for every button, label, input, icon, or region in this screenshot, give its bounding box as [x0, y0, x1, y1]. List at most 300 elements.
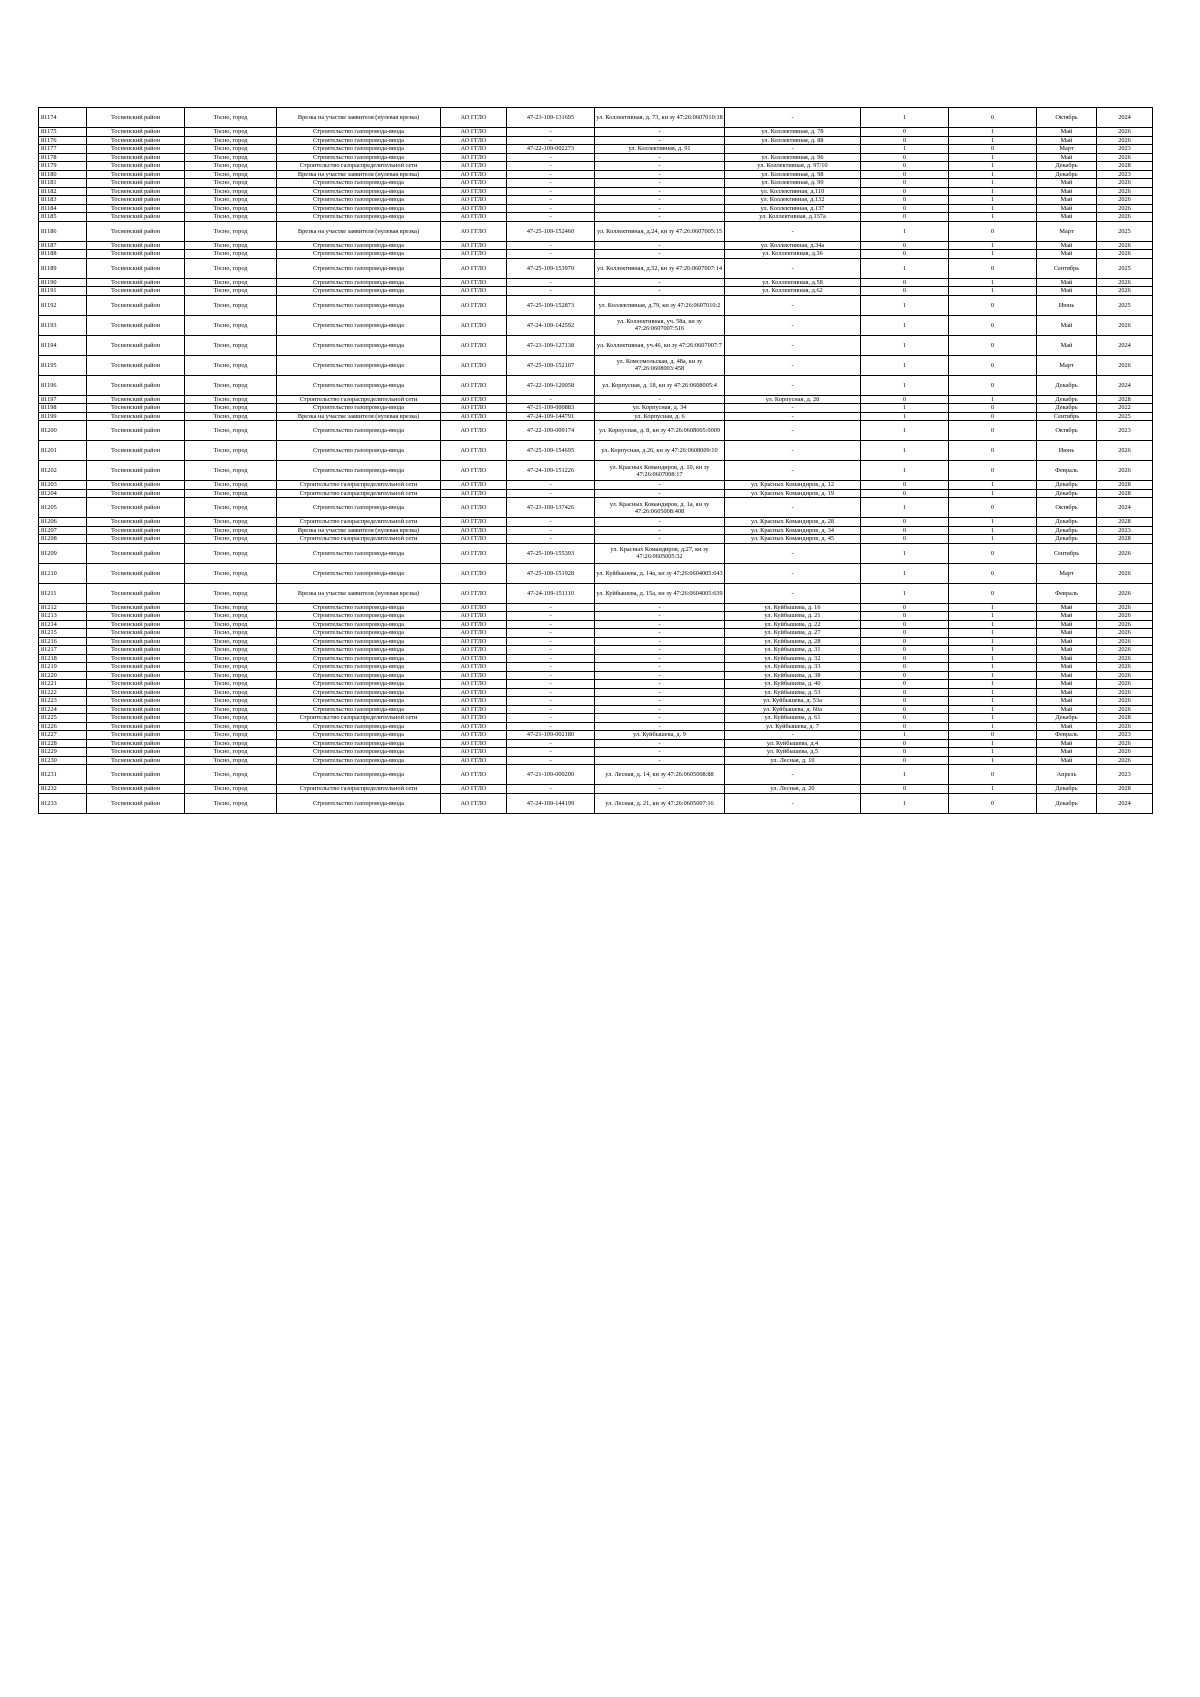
cell-work-type: Строительство газопровода-ввода: [277, 204, 441, 213]
cell-year: 2026: [1097, 748, 1153, 757]
cell-year: 2026: [1097, 756, 1153, 765]
cell-organization: АО ГГЛО: [441, 136, 507, 145]
cell-address-connected: -: [595, 136, 725, 145]
cell-count-connected: 0: [861, 756, 949, 765]
cell-month: Апрель: [1037, 765, 1097, 785]
cell-count-planned: 0: [949, 221, 1037, 241]
cell-id: 81215: [39, 629, 87, 638]
cell-application-number: -: [507, 671, 595, 680]
cell-address-connected: -: [595, 278, 725, 287]
cell-locality: Тосно, город: [185, 196, 277, 205]
cell-district: Тосненский район: [87, 421, 185, 441]
cell-district: Тосненский район: [87, 404, 185, 413]
cell-year: 2026: [1097, 441, 1153, 461]
table-row: [39, 335, 1153, 355]
cell-organization: АО ГГЛО: [441, 731, 507, 740]
cell-year: 2024: [1097, 793, 1153, 813]
cell-address-connected: ул. Красных Командиров, д. 1а, кн зу 47:26:0605008:408: [595, 498, 725, 518]
cell-work-type: Строительство газопровода-ввода: [277, 278, 441, 287]
cell-count-connected: 1: [861, 765, 949, 785]
cell-locality: Тосно, город: [185, 441, 277, 461]
cell-work-type: Строительство газопровода-ввода: [277, 498, 441, 518]
cell-count-connected: 0: [861, 629, 949, 638]
cell-application-number: -: [507, 756, 595, 765]
cell-address-planned: -: [725, 404, 861, 413]
cell-address-connected: ул. Корпусная, д. 8, кн зу 47:26:0608005:0009: [595, 421, 725, 441]
cell-district: Тосненский район: [87, 563, 185, 583]
cell-locality: Тосно, город: [185, 145, 277, 154]
cell-address-planned: ул. Куйбышева, д. 28: [725, 637, 861, 646]
cell-month: Май: [1037, 671, 1097, 680]
cell-id: 81221: [39, 680, 87, 689]
cell-work-type: Строительство газопровода-ввода: [277, 646, 441, 655]
cell-count-planned: 0: [949, 355, 1037, 375]
cell-address-planned: ул. Коллективная, д.137а: [725, 213, 861, 222]
table-row: [39, 620, 1153, 629]
cell-address-connected: ул. Куйбышева, д. 15а, кн зу 47:26:0604005:639: [595, 583, 725, 603]
cell-district: Тосненский район: [87, 756, 185, 765]
cell-address-planned: ул. Куйбышева, д. 60а: [725, 705, 861, 714]
cell-count-planned: 1: [949, 489, 1037, 498]
cell-month: Май: [1037, 654, 1097, 663]
cell-organization: АО ГГЛО: [441, 179, 507, 188]
cell-work-type: Строительство газораспределительной сети: [277, 481, 441, 490]
cell-organization: АО ГГЛО: [441, 535, 507, 544]
cell-address-connected: -: [595, 680, 725, 689]
cell-month: Октябрь: [1037, 421, 1097, 441]
table-row: [39, 404, 1153, 413]
cell-work-type: Строительство газопровода-ввода: [277, 335, 441, 355]
cell-year: 2028: [1097, 481, 1153, 490]
cell-district: Тосненский район: [87, 489, 185, 498]
cell-locality: Тосно, город: [185, 498, 277, 518]
cell-district: Тосненский район: [87, 620, 185, 629]
cell-id: 81205: [39, 498, 87, 518]
cell-id: 81214: [39, 620, 87, 629]
cell-month: Декабрь: [1037, 404, 1097, 413]
cell-address-planned: -: [725, 441, 861, 461]
cell-month: Май: [1037, 213, 1097, 222]
cell-work-type: Строительство газораспределительной сети: [277, 489, 441, 498]
cell-count-connected: 1: [861, 543, 949, 563]
table-row: [39, 375, 1153, 395]
cell-address-planned: ул. Красных Командиров, д. 34: [725, 526, 861, 535]
cell-address-connected: -: [595, 697, 725, 706]
register-rows: [39, 108, 1153, 814]
cell-organization: АО ГГЛО: [441, 518, 507, 527]
cell-locality: Тосно, город: [185, 375, 277, 395]
cell-address-planned: -: [725, 375, 861, 395]
cell-count-connected: 0: [861, 518, 949, 527]
cell-work-type: Строительство газопровода-ввода: [277, 680, 441, 689]
cell-work-type: Строительство газопровода-ввода: [277, 241, 441, 250]
cell-address-planned: ул. Куйбышева, д. 53а: [725, 697, 861, 706]
cell-application-number: -: [507, 170, 595, 179]
cell-work-type: Строительство газопровода-ввода: [277, 461, 441, 481]
cell-application-number: -: [507, 663, 595, 672]
cell-month: Февраль: [1037, 731, 1097, 740]
table-row: [39, 714, 1153, 723]
cell-count-connected: 0: [861, 722, 949, 731]
cell-application-number: 47-22-109-120058: [507, 375, 595, 395]
cell-address-planned: -: [725, 765, 861, 785]
cell-locality: Тосно, город: [185, 688, 277, 697]
cell-count-planned: 1: [949, 663, 1037, 672]
cell-year: 2026: [1097, 196, 1153, 205]
cell-count-connected: 1: [861, 583, 949, 603]
cell-locality: Тосно, город: [185, 204, 277, 213]
cell-district: Тосненский район: [87, 355, 185, 375]
cell-address-connected: -: [595, 489, 725, 498]
cell-address-connected: -: [595, 395, 725, 404]
cell-year: 2026: [1097, 355, 1153, 375]
cell-address-planned: ул. Красных Командиров, д. 45: [725, 535, 861, 544]
cell-year: 2024: [1097, 335, 1153, 355]
cell-work-type: Строительство газопровода-ввода: [277, 421, 441, 441]
cell-address-connected: ул. Куйбышева, д. 9: [595, 731, 725, 740]
cell-work-type: Строительство газопровода-ввода: [277, 688, 441, 697]
cell-count-connected: 1: [861, 563, 949, 583]
cell-count-connected: 1: [861, 315, 949, 335]
cell-count-connected: 1: [861, 221, 949, 241]
cell-work-type: Строительство газопровода-ввода: [277, 213, 441, 222]
cell-year: 2026: [1097, 461, 1153, 481]
cell-application-number: 47-23-109-137426: [507, 498, 595, 518]
cell-month: Июнь: [1037, 295, 1097, 315]
cell-district: Тосненский район: [87, 162, 185, 171]
cell-locality: Тосно, город: [185, 355, 277, 375]
cell-district: Тосненский район: [87, 705, 185, 714]
cell-address-planned: -: [725, 258, 861, 278]
cell-month: Декабрь: [1037, 481, 1097, 490]
cell-address-connected: ул. Лесная, д. 21, кн зу 47:26:0605007:16: [595, 793, 725, 813]
table-row: [39, 663, 1153, 672]
table-row: [39, 412, 1153, 421]
cell-address-connected: -: [595, 603, 725, 612]
table-row: [39, 278, 1153, 287]
cell-count-connected: 0: [861, 535, 949, 544]
cell-count-planned: 1: [949, 722, 1037, 731]
cell-district: Тосненский район: [87, 136, 185, 145]
cell-organization: АО ГГЛО: [441, 481, 507, 490]
cell-locality: Тосно, город: [185, 108, 277, 128]
cell-address-planned: ул. Куйбышева, д. 61: [725, 714, 861, 723]
cell-address-planned: ул. Коллективная, д.137: [725, 204, 861, 213]
cell-month: Май: [1037, 136, 1097, 145]
cell-work-type: Строительство газопровода-ввода: [277, 793, 441, 813]
cell-count-connected: 1: [861, 421, 949, 441]
cell-count-connected: 0: [861, 136, 949, 145]
cell-organization: АО ГГЛО: [441, 697, 507, 706]
table-row: [39, 187, 1153, 196]
table-row: [39, 680, 1153, 689]
cell-locality: Тосно, город: [185, 136, 277, 145]
cell-locality: Тосно, город: [185, 637, 277, 646]
cell-id: 81232: [39, 785, 87, 794]
cell-locality: Тосно, город: [185, 518, 277, 527]
cell-count-connected: 0: [861, 196, 949, 205]
cell-organization: АО ГГЛО: [441, 722, 507, 731]
cell-month: Май: [1037, 278, 1097, 287]
cell-organization: АО ГГЛО: [441, 335, 507, 355]
cell-organization: АО ГГЛО: [441, 603, 507, 612]
cell-work-type: Строительство газопровода-ввода: [277, 441, 441, 461]
cell-work-type: Строительство газопровода-ввода: [277, 697, 441, 706]
cell-id: 81226: [39, 722, 87, 731]
cell-address-planned: ул. Коллективная, д. 98: [725, 170, 861, 179]
cell-organization: АО ГГЛО: [441, 489, 507, 498]
cell-locality: Тосно, город: [185, 258, 277, 278]
cell-district: Тосненский район: [87, 714, 185, 723]
cell-month: Май: [1037, 646, 1097, 655]
cell-work-type: Строительство газопровода-ввода: [277, 145, 441, 154]
cell-work-type: Врезка на участке заявителя (нулевая врезка): [277, 108, 441, 128]
cell-year: 2026: [1097, 603, 1153, 612]
cell-application-number: -: [507, 526, 595, 535]
cell-year: 2026: [1097, 543, 1153, 563]
cell-address-planned: ул. Коллективная, д.132: [725, 196, 861, 205]
cell-application-number: 47-24-109-144791: [507, 412, 595, 421]
table-row: [39, 315, 1153, 335]
cell-district: Тосненский район: [87, 688, 185, 697]
table-row: [39, 441, 1153, 461]
cell-year: 2026: [1097, 278, 1153, 287]
cell-address-planned: ул. Красных Командиров, д. 28: [725, 518, 861, 527]
cell-month: Декабрь: [1037, 518, 1097, 527]
cell-organization: АО ГГЛО: [441, 498, 507, 518]
cell-year: 2026: [1097, 680, 1153, 689]
cell-locality: Тосно, город: [185, 295, 277, 315]
cell-organization: АО ГГЛО: [441, 714, 507, 723]
cell-address-planned: ул. Корпусная, д. 28: [725, 395, 861, 404]
cell-locality: Тосно, город: [185, 756, 277, 765]
cell-count-planned: 1: [949, 637, 1037, 646]
cell-count-connected: 1: [861, 335, 949, 355]
cell-address-planned: ул. Куйбышева, д.5: [725, 748, 861, 757]
cell-count-connected: 0: [861, 204, 949, 213]
cell-application-number: 47-21-109-000200: [507, 765, 595, 785]
cell-address-connected: ул. Красных Командиров, д.27, кн зу 47:26:0605005:32: [595, 543, 725, 563]
cell-work-type: Строительство газопровода-ввода: [277, 765, 441, 785]
cell-address-connected: ул. Коллективная, д.79, кн зу 47:26:0607010:2: [595, 295, 725, 315]
cell-year: 2025: [1097, 258, 1153, 278]
cell-month: Май: [1037, 680, 1097, 689]
cell-application-number: 47-25-109-152107: [507, 355, 595, 375]
cell-locality: Тосно, город: [185, 612, 277, 621]
cell-count-connected: 1: [861, 404, 949, 413]
cell-count-planned: 1: [949, 680, 1037, 689]
cell-locality: Тосно, город: [185, 793, 277, 813]
cell-address-connected: -: [595, 250, 725, 259]
cell-count-planned: 0: [949, 731, 1037, 740]
cell-year: 2026: [1097, 241, 1153, 250]
cell-month: Май: [1037, 663, 1097, 672]
cell-address-connected: -: [595, 187, 725, 196]
cell-year: 2026: [1097, 620, 1153, 629]
cell-locality: Тосно, город: [185, 526, 277, 535]
cell-id: 81200: [39, 421, 87, 441]
table-row: [39, 535, 1153, 544]
cell-locality: Тосно, город: [185, 250, 277, 259]
cell-month: Сентябрь: [1037, 412, 1097, 421]
cell-address-planned: -: [725, 315, 861, 335]
cell-year: 2026: [1097, 153, 1153, 162]
cell-year: 2028: [1097, 395, 1153, 404]
cell-application-number: -: [507, 241, 595, 250]
cell-count-connected: 0: [861, 637, 949, 646]
cell-organization: АО ГГЛО: [441, 563, 507, 583]
cell-id: 81199: [39, 412, 87, 421]
cell-locality: Тосно, город: [185, 278, 277, 287]
cell-month: Декабрь: [1037, 375, 1097, 395]
cell-count-planned: 1: [949, 395, 1037, 404]
cell-address-connected: ул. Коллективная, уч.46, кн зу 47:26:0607007:7: [595, 335, 725, 355]
cell-locality: Тосно, город: [185, 535, 277, 544]
cell-locality: Тосно, город: [185, 714, 277, 723]
cell-application-number: 47-22-109-002273: [507, 145, 595, 154]
cell-month: Декабрь: [1037, 785, 1097, 794]
cell-count-connected: 0: [861, 748, 949, 757]
cell-organization: АО ГГЛО: [441, 170, 507, 179]
cell-month: Май: [1037, 287, 1097, 296]
cell-count-planned: 1: [949, 162, 1037, 171]
table-row: [39, 688, 1153, 697]
table-row: [39, 705, 1153, 714]
cell-year: 2024: [1097, 498, 1153, 518]
cell-work-type: Строительство газопровода-ввода: [277, 748, 441, 757]
cell-year: 2028: [1097, 714, 1153, 723]
table-row: [39, 603, 1153, 612]
cell-id: 81198: [39, 404, 87, 413]
cell-address-planned: -: [725, 793, 861, 813]
cell-month: Декабрь: [1037, 162, 1097, 171]
cell-count-connected: 1: [861, 258, 949, 278]
cell-work-type: Строительство газопровода-ввода: [277, 355, 441, 375]
cell-count-connected: 1: [861, 145, 949, 154]
cell-district: Тосненский район: [87, 785, 185, 794]
table-row: [39, 481, 1153, 490]
cell-count-connected: 0: [861, 489, 949, 498]
table-row: [39, 563, 1153, 583]
cell-organization: АО ГГЛО: [441, 221, 507, 241]
table-row: [39, 756, 1153, 765]
cell-application-number: -: [507, 250, 595, 259]
cell-district: Тосненский район: [87, 170, 185, 179]
table-row: [39, 204, 1153, 213]
cell-district: Тосненский район: [87, 145, 185, 154]
cell-year: 2026: [1097, 563, 1153, 583]
table-row: [39, 128, 1153, 137]
cell-count-connected: 0: [861, 646, 949, 655]
cell-application-number: 47-24-109-142592: [507, 315, 595, 335]
cell-year: 2026: [1097, 629, 1153, 638]
cell-count-planned: 1: [949, 128, 1037, 137]
cell-count-connected: 1: [861, 498, 949, 518]
cell-address-planned: -: [725, 563, 861, 583]
cell-year: 2026: [1097, 654, 1153, 663]
cell-district: Тосненский район: [87, 518, 185, 527]
cell-count-planned: 1: [949, 697, 1037, 706]
cell-work-type: Строительство газопровода-ввода: [277, 654, 441, 663]
cell-district: Тосненский район: [87, 654, 185, 663]
cell-month: Декабрь: [1037, 793, 1097, 813]
cell-count-connected: 0: [861, 785, 949, 794]
cell-application-number: -: [507, 688, 595, 697]
cell-count-connected: 0: [861, 739, 949, 748]
cell-id: 81188: [39, 250, 87, 259]
cell-count-planned: 1: [949, 278, 1037, 287]
cell-id: 81178: [39, 153, 87, 162]
cell-application-number: 47-25-109-153970: [507, 258, 595, 278]
cell-count-planned: 1: [949, 170, 1037, 179]
cell-month: Май: [1037, 629, 1097, 638]
cell-address-connected: -: [595, 153, 725, 162]
cell-address-connected: ул. Корпусная, д.26, кн зу 47:26:0608009:10: [595, 441, 725, 461]
register-table: [38, 107, 1153, 814]
cell-work-type: Строительство газораспределительной сети: [277, 162, 441, 171]
cell-application-number: 47-23-109-127138: [507, 335, 595, 355]
cell-address-connected: ул. Куйбышева, д. 14а, кн зу 47:26:0604005:643: [595, 563, 725, 583]
cell-month: Сентябрь: [1037, 543, 1097, 563]
cell-locality: Тосно, город: [185, 213, 277, 222]
cell-id: 81230: [39, 756, 87, 765]
cell-application-number: -: [507, 204, 595, 213]
cell-district: Тосненский район: [87, 646, 185, 655]
cell-id: 81177: [39, 145, 87, 154]
cell-count-connected: 1: [861, 108, 949, 128]
cell-address-planned: ул. Куйбышева, д. 27: [725, 629, 861, 638]
table-row: [39, 241, 1153, 250]
cell-application-number: -: [507, 153, 595, 162]
cell-address-connected: -: [595, 518, 725, 527]
cell-month: Май: [1037, 697, 1097, 706]
cell-address-connected: -: [595, 785, 725, 794]
cell-count-planned: 0: [949, 583, 1037, 603]
cell-count-connected: 0: [861, 654, 949, 663]
cell-month: Июнь: [1037, 441, 1097, 461]
cell-organization: АО ГГЛО: [441, 646, 507, 655]
cell-count-planned: 0: [949, 145, 1037, 154]
cell-month: Май: [1037, 739, 1097, 748]
cell-address-planned: -: [725, 335, 861, 355]
cell-address-planned: ул. Куйбышева, д. 31: [725, 646, 861, 655]
cell-month: Май: [1037, 187, 1097, 196]
cell-locality: Тосно, город: [185, 481, 277, 490]
cell-count-connected: 0: [861, 287, 949, 296]
cell-month: Март: [1037, 221, 1097, 241]
cell-count-connected: 1: [861, 793, 949, 813]
cell-count-connected: 0: [861, 705, 949, 714]
cell-year: 2026: [1097, 128, 1153, 137]
cell-locality: Тосно, город: [185, 543, 277, 563]
cell-count-planned: 1: [949, 526, 1037, 535]
cell-count-connected: 0: [861, 697, 949, 706]
cell-id: 81181: [39, 179, 87, 188]
cell-count-connected: 1: [861, 295, 949, 315]
table-row: [39, 136, 1153, 145]
cell-year: 2028: [1097, 785, 1153, 794]
cell-work-type: Строительство газопровода-ввода: [277, 179, 441, 188]
cell-application-number: 47-24-109-151226: [507, 461, 595, 481]
cell-count-planned: 1: [949, 612, 1037, 621]
table-row: [39, 196, 1153, 205]
cell-district: Тосненский район: [87, 498, 185, 518]
cell-id: 81228: [39, 739, 87, 748]
table-row: [39, 221, 1153, 241]
cell-id: 81193: [39, 315, 87, 335]
cell-work-type: Строительство газопровода-ввода: [277, 756, 441, 765]
cell-locality: Тосно, город: [185, 697, 277, 706]
